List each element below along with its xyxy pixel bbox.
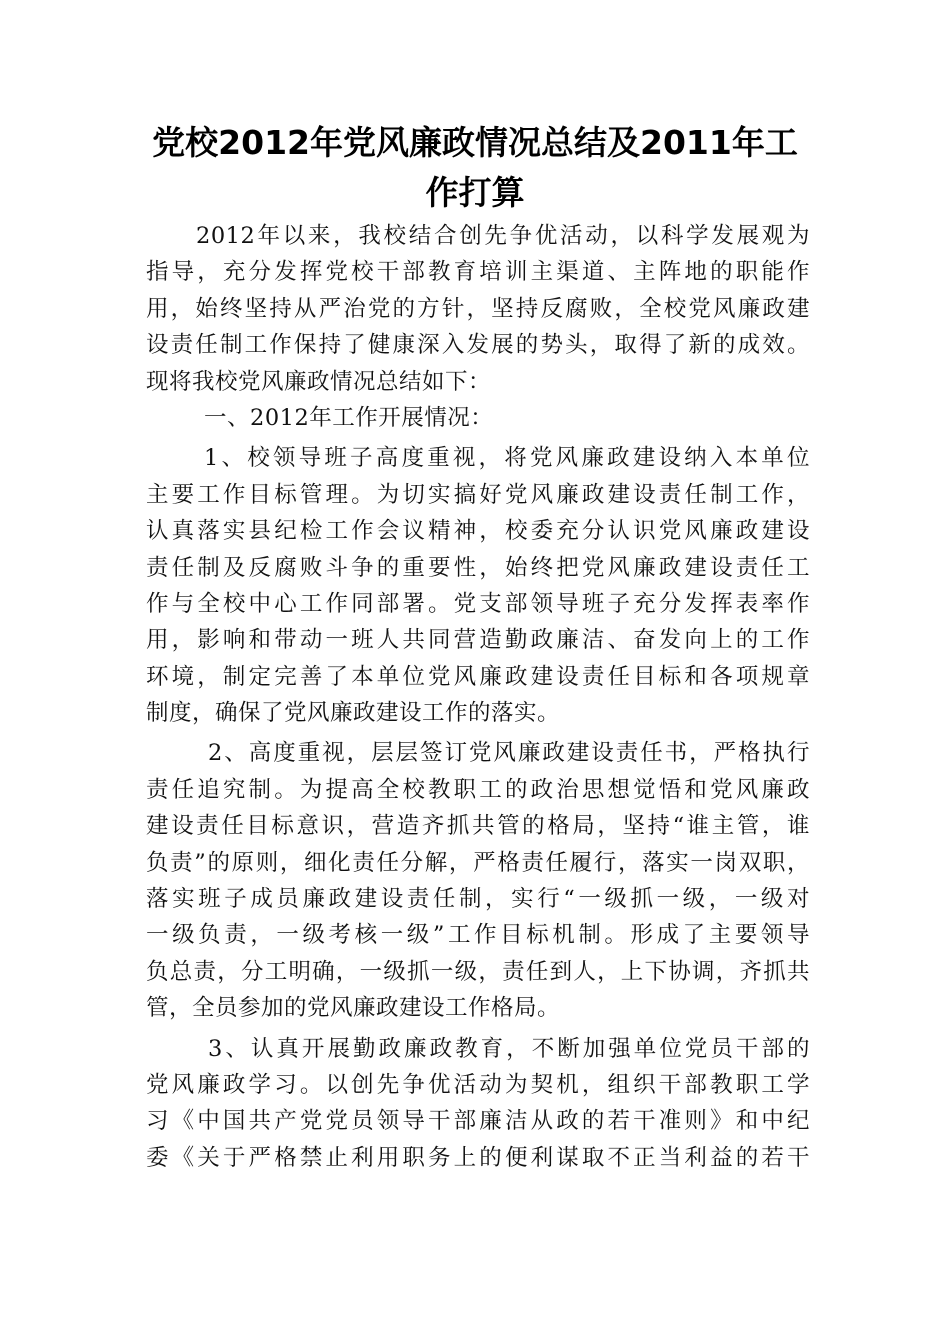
paragraph-line: 一、2012年工作开展情况： <box>204 404 494 431</box>
paragraph <box>146 1031 810 1177</box>
paragraph <box>146 735 810 1026</box>
paragraph-line: 主要工作目标管理。为切实搞好党风廉政建设责任制工作， <box>146 481 810 508</box>
paragraph-line: 习《中国共产党党员领导干部廉洁从政的若干准则》和中纪 <box>146 1108 810 1135</box>
paragraph <box>146 218 810 400</box>
paragraph-line: 落实班子成员廉政建设责任制，实行“一级抓一级，一级对 <box>146 886 810 913</box>
paragraph-line: 一级负责，一级考核一级”工作目标机制。形成了主要领导 <box>146 922 810 949</box>
paragraph-line: 制度，确保了党风廉政建设工作的落实。 <box>146 700 561 727</box>
paragraph-line: 管，全员参加的党风廉政建设工作格局。 <box>146 995 561 1022</box>
paragraph-line: 委《关于严格禁止利用职务上的便利谋取不正当利益的若干 <box>146 1144 810 1171</box>
paragraph <box>146 440 810 731</box>
paragraph-line: 1、校领导班子高度重视，将党风廉政建设纳入本单位 <box>204 445 810 472</box>
paragraph-line: 认真落实县纪检工作会议精神，校委充分认识党风廉政建设 <box>146 518 810 545</box>
paragraph-line: 建设责任目标意识，营造齐抓共管的格局，坚持“谁主管，谁 <box>146 813 810 840</box>
paragraph-line: 作与全校中心工作同部署。党支部领导班子充分发挥表率作 <box>146 590 810 617</box>
paragraph-line: 党风廉政学习。以创先争优活动为契机，组织干部教职工学 <box>146 1071 810 1098</box>
document-title <box>120 118 830 218</box>
paragraph-line: 2012年以来，我校结合创先争优活动，以科学发展观为 <box>196 223 810 249</box>
paragraph-line: 环境，制定完善了本单位党风廉政建设责任目标和各项规章 <box>146 663 810 690</box>
title-line-2: 作打算 <box>425 173 525 212</box>
paragraph-line: 负责”的原则，细化责任分解，严格责任履行，落实一岗双职， <box>146 849 810 876</box>
paragraph-line: 责任制及反腐败斗争的重要性，始终把党风廉政建设责任工 <box>146 554 810 581</box>
paragraph-line: 指导，充分发挥党校干部教育培训主渠道、主阵地的职能作 <box>146 259 810 286</box>
paragraph-line: 设责任制工作保持了健康深入发展的势头，取得了新的成效。 <box>146 332 810 359</box>
document-body <box>146 218 810 1176</box>
paragraph-line: 用，影响和带动一班人共同营造勤政廉洁、奋发向上的工作 <box>146 627 810 654</box>
paragraph-line: 3、认真开展勤政廉政教育，不断加强单位党员干部的 <box>208 1035 810 1062</box>
paragraph-line: 现将我校党风廉政情况总结如下： <box>146 368 492 395</box>
section-heading <box>146 400 810 436</box>
paragraph-line: 用，始终坚持从严治党的方针，坚持反腐败，全校党风廉政建 <box>146 295 810 322</box>
paragraph-line: 2、高度重视，层层签订党风廉政建设责任书，严格执行 <box>208 740 810 767</box>
title-line-1: 党校2012年党风廉政情况总结及2011年工 <box>152 123 798 162</box>
paragraph-line: 负总责，分工明确，一级抓一级，责任到人，上下协调，齐抓共 <box>146 958 810 985</box>
paragraph-line: 责任追究制。为提高全校教职工的政治思想觉悟和党风廉政 <box>146 776 810 803</box>
